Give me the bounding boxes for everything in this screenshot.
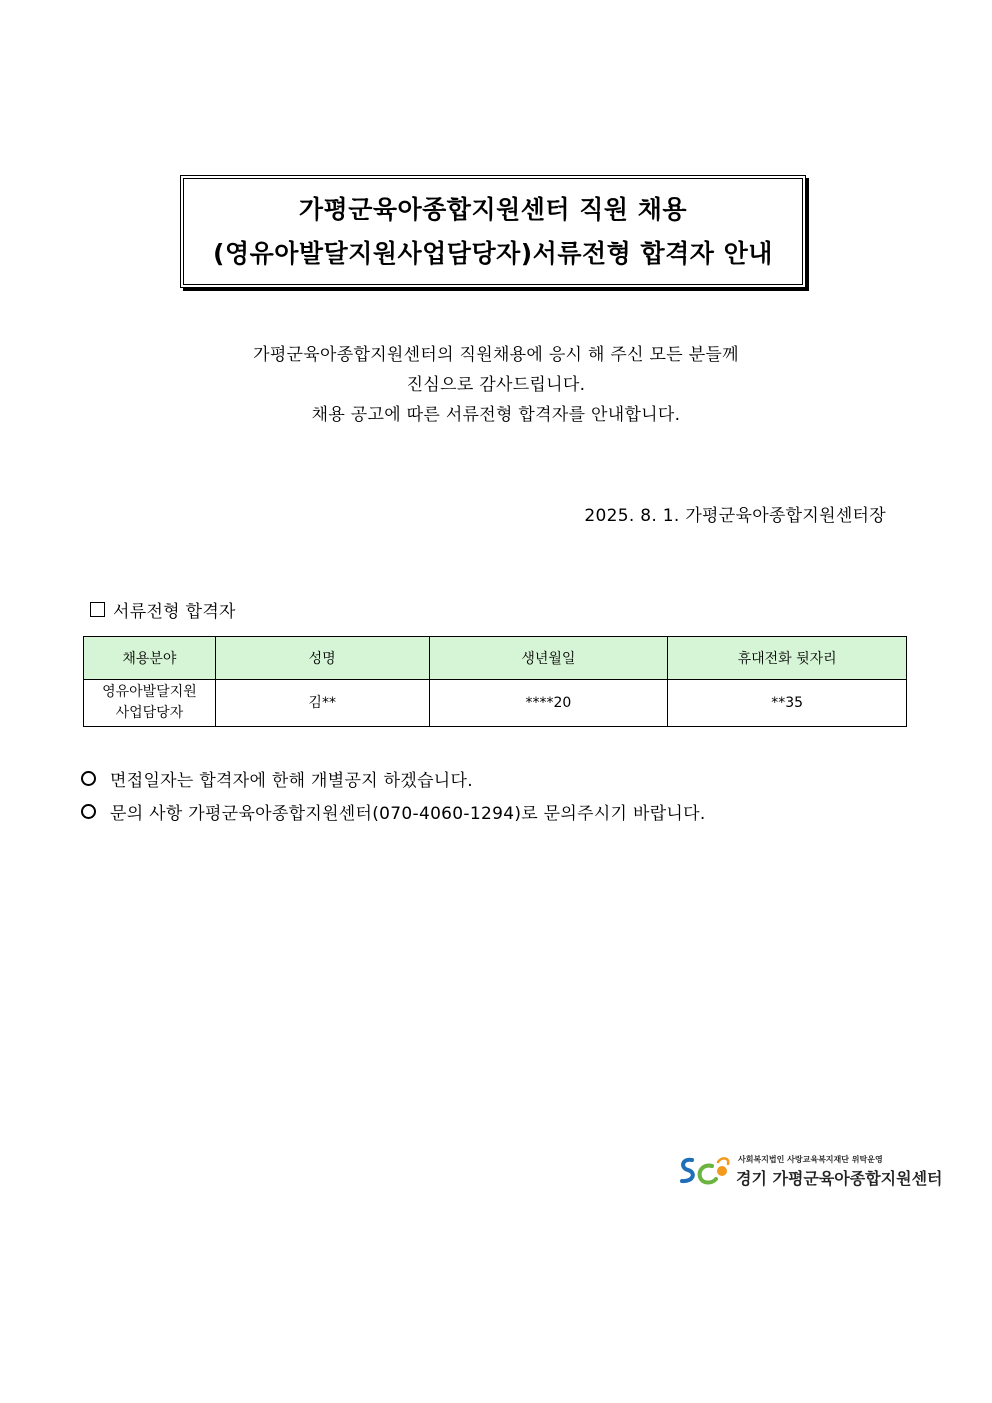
intro-line-2: 진심으로 감사드립니다. (406, 375, 586, 395)
logo-org-text: 사회복지법인 사랑교육복지재단 위탁운영 (738, 1155, 883, 1164)
cell-name: 김** (215, 680, 429, 727)
circle-bullet-icon (81, 804, 96, 819)
checkbox-icon (90, 602, 105, 617)
signature: 2025. 8. 1. 가평군육아종합지원센터장 (584, 506, 886, 526)
result-table (83, 636, 907, 727)
note-text: 문의 사항 가평군육아종합지원센터(070-4060-1294)로 문의주시기 바랍니다. (110, 804, 706, 824)
circle-bullet-icon (81, 771, 96, 786)
header-field: 채용분야 (84, 637, 216, 680)
cell-phone: **35 (668, 680, 907, 727)
header-phone: 휴대전화 뒷자리 (668, 637, 907, 680)
note-item (80, 795, 706, 828)
intro-line-3: 채용 공고에 따른 서류전형 합격자를 안내합니다. (311, 405, 681, 425)
cell-field-line-1: 영유아발달지원 (102, 684, 197, 700)
cell-birth: ****20 (429, 680, 668, 727)
title-box (180, 175, 806, 288)
section-title-text: 서류전형 합격자 (113, 602, 236, 622)
title-line-1: 가평군육아종합지원센터 직원 채용 (298, 194, 688, 224)
center-logo (678, 1150, 948, 1190)
table-header-row (84, 637, 907, 680)
note-item (80, 762, 706, 795)
cell-field-line-2: 사업담당자 (115, 705, 184, 721)
logo-mark-icon (678, 1154, 734, 1188)
logo-name-text: 경기 가평군육아종합지원센터 (736, 1169, 943, 1188)
header-birth: 생년월일 (429, 637, 668, 680)
section-title (90, 597, 236, 622)
header-name: 성명 (215, 637, 429, 680)
title-line-2: (영유아발달지원사업담당자)서류전형 합격자 안내 (213, 238, 773, 268)
note-text: 면접일자는 합격자에 한해 개별공지 하겠습니다. (110, 771, 473, 791)
cell-field (84, 680, 216, 727)
notes-list (80, 762, 706, 828)
table-row (84, 680, 907, 727)
intro-text (0, 340, 992, 430)
intro-line-1: 가평군육아종합지원센터의 직원채용에 응시 해 주신 모든 분들께 (253, 345, 739, 365)
